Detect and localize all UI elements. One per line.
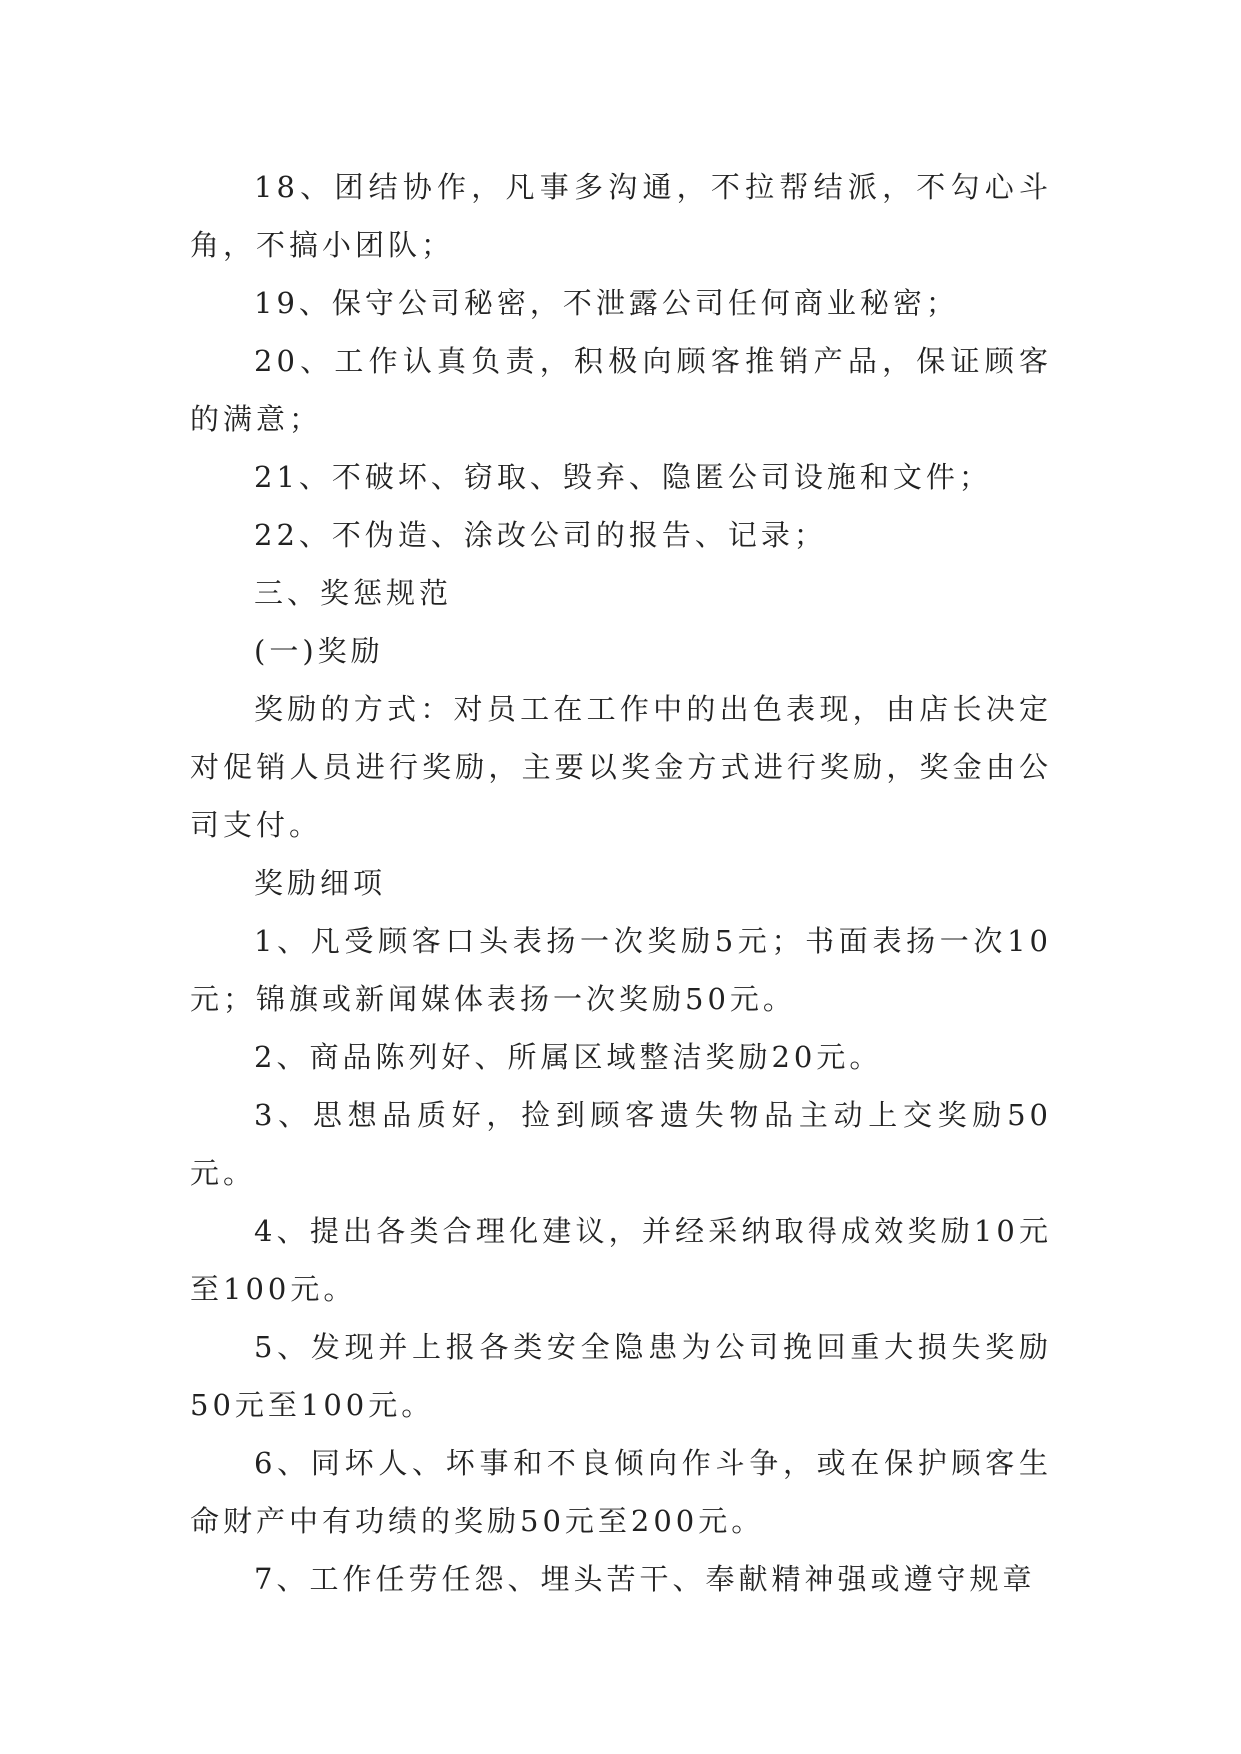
- paragraph-rule-20: 20、工作认真负责，积极向顾客推销产品，保证顾客的满意；: [190, 344, 1052, 436]
- document-body: [190, 158, 1052, 1608]
- paragraph-reward-item-7: 7、工作任劳任怨、埋头苦干、奉献精神强或遵守规章: [254, 1562, 1036, 1596]
- paragraph-reward-item-5: 5、发现并上报各类安全隐患为公司挽回重大损失奖励50元至100元。: [190, 1330, 1052, 1422]
- paragraph-reward-item-2: 2、商品陈列好、所属区域整洁奖励20元。: [254, 1040, 883, 1074]
- subheading-reward-details: 奖励细项: [254, 866, 387, 900]
- paragraph-reward-item-4: 4、提出各类合理化建议，并经采纳取得成效奖励10元至100元。: [190, 1214, 1052, 1306]
- paragraph-rule-19: 19、保守公司秘密，不泄露公司任何商业秘密；: [254, 286, 959, 320]
- paragraph-rule-21: 21、不破坏、窃取、毁弃、隐匿公司设施和文件；: [254, 460, 992, 494]
- paragraph-reward-item-3: 3、思想品质好，捡到顾客遗失物品主动上交奖励50元。: [190, 1098, 1052, 1190]
- paragraph-reward-method: 奖励的方式：对员工在工作中的出色表现，由店长决定对促销人员进行奖励，主要以奖金方式进行奖励，奖金由公司支付。: [190, 692, 1052, 842]
- paragraph-reward-item-6: 6、同坏人、坏事和不良倾向作斗争，或在保护顾客生命财产中有功绩的奖励50元至200元。: [190, 1446, 1052, 1538]
- subsection-heading-rewards: (一)奖励: [254, 634, 384, 668]
- section-heading-rewards-penalties: 三、奖惩规范: [254, 576, 453, 610]
- paragraph-reward-item-1: 1、凡受顾客口头表扬一次奖励5元；书面表扬一次10元；锦旗或新闻媒体表扬一次奖励50元。: [190, 924, 1052, 1016]
- paragraph-rule-18: 18、团结协作，凡事多沟通，不拉帮结派，不勾心斗角，不搞小团队；: [190, 170, 1052, 262]
- paragraph-rule-22: 22、不伪造、涂改公司的报告、记录；: [254, 518, 827, 552]
